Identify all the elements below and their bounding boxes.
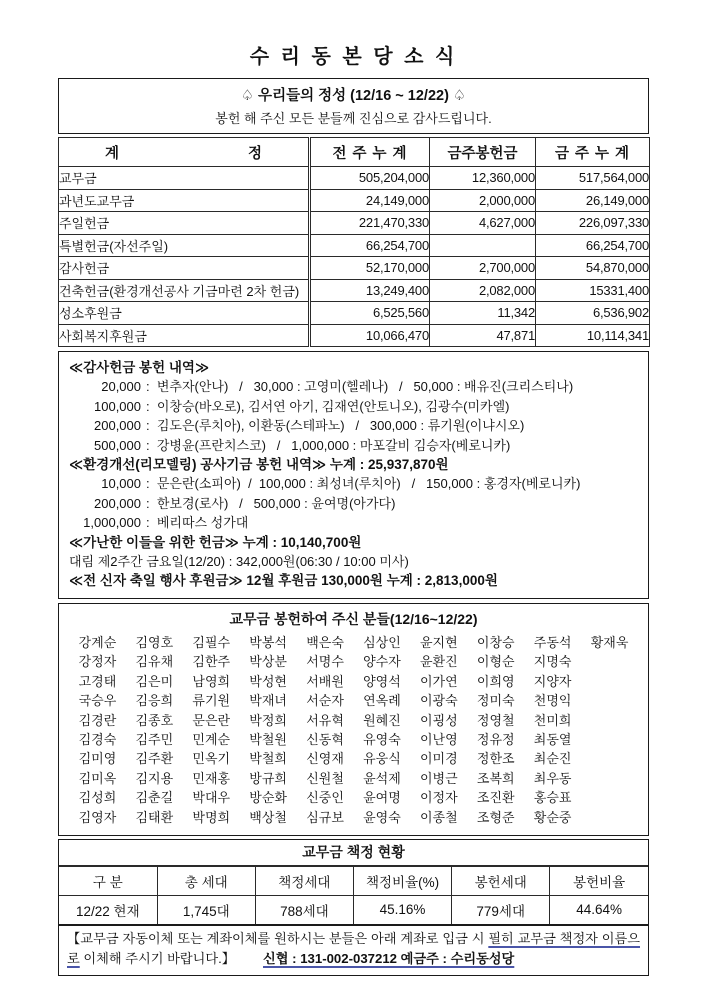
donor-name: 김경숙 (78, 731, 117, 747)
assessment-box (58, 839, 649, 925)
offering-row-label: 사회복지후원금 (59, 324, 310, 347)
donor-name: 홍승표 (533, 790, 572, 806)
assessment-header-cell: 봉헌세대 (452, 866, 550, 895)
gratitude-header-box (58, 78, 649, 134)
offering-row-this-week: 2,082,000 (430, 279, 536, 302)
offering-row-new-total: 10,114,341 (536, 324, 650, 347)
detail-entry-text: : 강병윤(프란치스코) / 1,000,000 : 마포갈비 김승자(베로니카) (146, 437, 511, 453)
donor-name: 이형순 (476, 654, 515, 670)
offering-row-prev-total: 52,170,000 (310, 257, 430, 280)
donor-name: 이미경 (420, 751, 458, 767)
donor-name: 신원철 (306, 770, 344, 786)
donor-name: 김성희 (78, 790, 117, 806)
donor-name: 김주민 (135, 731, 174, 747)
transfer-notice-underlined: 필히 교무금 책정자 이름으로 (67, 930, 640, 967)
donor-name: 민재홍 (192, 770, 231, 786)
offering-row-this-week: 12,360,000 (430, 167, 536, 190)
offering-row-label: 건축헌금(환경개선공사 기금마련 2차 헌금) (59, 279, 310, 302)
donor-name: 박대우 (192, 790, 231, 806)
offering-row-this-week: 11,342 (430, 302, 536, 325)
detail-entry-line (69, 416, 638, 435)
donor-name: 김미영 (78, 751, 117, 767)
assessment-table (59, 866, 648, 924)
detail-entry-line (69, 513, 638, 532)
donor-name: 최우동 (533, 770, 572, 786)
transfer-notice-box (58, 925, 649, 976)
donor-name: 이창승 (476, 634, 515, 650)
donor-name: 고경태 (78, 673, 117, 689)
donor-name: 박상분 (249, 654, 287, 670)
detail-entry-text: : 김도은(루치아), 이환동(스테파노) / 300,000 : 류기원(이냐시오) (146, 418, 525, 434)
offering-row (59, 234, 650, 257)
donor-name: 방규희 (249, 770, 287, 786)
offering-row (59, 167, 650, 190)
donor-name: 윤환진 (420, 654, 458, 670)
offering-row-prev-total: 24,149,000 (310, 189, 430, 212)
offering-header-row (59, 138, 650, 167)
donor-name: 심규보 (306, 809, 344, 825)
detail-entry-amount: 500,000 (94, 437, 141, 453)
donor-name: 백상철 (249, 809, 287, 825)
donor-name: 이난영 (420, 731, 458, 747)
donor-name: 김종호 (135, 712, 174, 728)
donor-name: 김경란 (78, 712, 117, 728)
assessment-value-cell: 1,745대 (157, 895, 255, 924)
donor-name: 양영석 (363, 673, 401, 689)
donor-name: 김유채 (135, 654, 174, 670)
offering-row-label: 주일헌금 (59, 212, 310, 235)
donor-name: 신영재 (306, 751, 344, 767)
offering-row-new-total: 6,536,902 (536, 302, 650, 325)
detail-entry-text: : 문은란(소피아) / 100,000 : 최성녀(루치아) / 150,000 : 홍경자(베로니카) (146, 476, 581, 492)
detail-entry-line (69, 494, 638, 513)
detail-entry-text: : 한보경(로사) / 500,000 : 윤여명(아가다) (146, 495, 396, 511)
assessment-data-row (59, 895, 648, 924)
donor-name: 천명익 (533, 693, 572, 709)
donor-name: 김주환 (135, 751, 174, 767)
offering-row-label: 감사헌금 (59, 257, 310, 280)
donor-name (581, 711, 638, 730)
donor-name: 양수자 (363, 654, 401, 670)
donor-name (581, 730, 638, 749)
donor-name (581, 749, 638, 768)
offering-row-prev-total: 66,254,700 (310, 234, 430, 257)
donor-name: 서명수 (306, 654, 344, 670)
donor-name: 강정자 (78, 654, 117, 670)
offering-row-new-total: 54,870,000 (536, 257, 650, 280)
detail-section-heading: ≪감사헌금 봉헌 내역≫ (69, 360, 210, 375)
donor-name: 서순자 (306, 693, 344, 709)
assessment-header-row (59, 866, 648, 895)
donor-name: 최동열 (533, 731, 572, 747)
donor-name: 김필수 (192, 634, 231, 650)
offering-row-new-total: 226,097,330 (536, 212, 650, 235)
donor-name: 윤지현 (420, 634, 458, 650)
gratitude-title: ♤ 우리들의 정성 (12/16 ~ 12/22) ♤ (241, 88, 466, 104)
offering-row-prev-total: 505,204,000 (310, 167, 430, 190)
donor-name: 박정희 (249, 712, 287, 728)
donor-name (581, 672, 638, 691)
detail-section-heading: ≪전 신자 축일 행사 후원금≫ 12월 후원금 130,000원 누계 : 2,813,000원 (69, 573, 498, 589)
offering-row-new-total: 26,149,000 (536, 189, 650, 212)
offering-row-label: 과년도교무금 (59, 189, 310, 212)
donor-name: 김춘길 (135, 790, 174, 806)
donor-name: 신동혁 (306, 731, 344, 747)
donor-name: 지양자 (533, 673, 572, 689)
offering-row-new-total: 15331,400 (536, 279, 650, 302)
donor-name: 황재욱 (590, 634, 629, 650)
offering-row (59, 257, 650, 280)
detail-entry-amount: 200,000 (94, 495, 141, 511)
detail-section-heading: ≪환경개선(리모델링) 공사기금 봉헌 내역≫ 누계 : 25,937,870원 (69, 457, 449, 473)
detail-entry-amount: 20,000 (101, 379, 141, 395)
donor-names-grid (69, 633, 638, 827)
donor-name: 원혜진 (363, 712, 401, 728)
offering-row-label: 교무금 (59, 167, 310, 190)
donor-name: 박재녀 (249, 693, 287, 709)
detail-entry-text: : 이창승(바오로), 김서연 아기, 김재연(안토니오), 김광수(미카엘) (146, 398, 510, 414)
donor-name: 이굉성 (420, 712, 458, 728)
offering-row-new-total: 66,254,700 (536, 234, 650, 257)
assessment-value-cell: 45.16% (353, 895, 451, 924)
detail-entry-amount: 10,000 (101, 476, 141, 492)
donor-name: 국승우 (78, 693, 117, 709)
donor-name: 정미숙 (476, 693, 515, 709)
donor-name: 서배원 (306, 673, 344, 689)
donor-name (581, 808, 638, 827)
offering-row (59, 189, 650, 212)
donor-name: 황순중 (533, 809, 572, 825)
donor-name: 유영숙 (363, 731, 401, 747)
donor-name: 김한주 (192, 654, 231, 670)
offering-header-gye: 계 (105, 145, 120, 162)
donor-name: 박철원 (249, 731, 287, 747)
assessment-title: 교무금 책정 현황 (59, 840, 648, 866)
donor-name: 민계순 (192, 731, 231, 747)
donor-name: 김은미 (135, 673, 174, 689)
offering-row-prev-total: 10,066,470 (310, 324, 430, 347)
gratitude-subtitle: 봉헌 해 주신 모든 분들께 진심으로 감사드립니다. (215, 111, 492, 126)
donor-name: 심상인 (363, 634, 401, 650)
assessment-header-cell: 구 분 (59, 866, 157, 895)
donor-name: 정영철 (476, 712, 515, 728)
donor-name: 박철희 (249, 751, 287, 767)
donor-name: 서유혁 (306, 712, 344, 728)
offering-header-prev-total: 전 주 누 계 (310, 138, 430, 167)
donor-name: 지명숙 (533, 654, 572, 670)
offering-row-label: 성소후원금 (59, 302, 310, 325)
donor-name: 김태환 (135, 809, 174, 825)
detail-section-heading: ≪가난한 이들을 위한 헌금≫ 누계 : 10,140,700원 (69, 534, 362, 550)
donor-names-box (58, 603, 649, 836)
detail-plain-line: 대림 제2주간 금요일(12/20) : 342,000원(06:30 / 10:00 미사) (69, 554, 409, 570)
donor-name: 이광숙 (420, 693, 458, 709)
offering-row-this-week: 4,627,000 (430, 212, 536, 235)
offering-row-new-total: 517,564,000 (536, 167, 650, 190)
offering-row (59, 212, 650, 235)
detail-entry-line (69, 474, 638, 493)
offering-row-this-week (430, 234, 536, 257)
offering-row-this-week: 2,000,000 (430, 189, 536, 212)
assessment-value-cell: 779세대 (452, 895, 550, 924)
detail-entry-line (69, 377, 638, 396)
offering-row (59, 302, 650, 325)
assessment-header-cell: 총 세대 (157, 866, 255, 895)
offering-row-prev-total: 13,249,400 (310, 279, 430, 302)
donor-name: 박성현 (249, 673, 287, 689)
donor-name: 김미옥 (78, 770, 117, 786)
donor-name: 김지용 (135, 770, 174, 786)
offering-row-prev-total: 6,525,560 (310, 302, 430, 325)
donor-name (581, 652, 638, 671)
offering-header-new-total: 금 주 누 계 (536, 138, 650, 167)
donor-name: 문은란 (192, 712, 231, 728)
detail-entry-line (69, 397, 638, 416)
donor-name: 강계순 (78, 634, 117, 650)
donor-name: 김영호 (135, 634, 174, 650)
donor-name: 최순진 (533, 751, 572, 767)
donor-name (581, 788, 638, 807)
donor-name: 남영희 (192, 673, 231, 689)
assessment-header-cell: 책정세대 (255, 866, 353, 895)
detail-entry-amount: 100,000 (94, 398, 141, 414)
offering-header-account (59, 138, 310, 167)
transfer-notice-text: 【교무금 자동이체 또는 계좌이체를 원하시는 분들은 아래 계좌로 입금 시 (67, 930, 489, 946)
offering-header-jeong: 정 (247, 145, 262, 162)
donor-names-title: 교무금 봉헌하여 주신 분들(12/16~12/22) (229, 610, 478, 627)
assessment-value-cell: 788세대 (255, 895, 353, 924)
donor-name: 이병근 (420, 770, 458, 786)
donor-name: 정한조 (476, 751, 515, 767)
donor-name: 윤석제 (363, 770, 401, 786)
offering-row-this-week: 47,871 (430, 324, 536, 347)
donor-name: 박명희 (192, 809, 231, 825)
page-title: 수 리 동 본 당 소 식 (249, 46, 458, 68)
donor-name: 주동석 (533, 634, 572, 650)
donor-name: 조복희 (476, 770, 515, 786)
assessment-header-cell: 책정비율(%) (353, 866, 451, 895)
donor-name: 이희영 (476, 673, 515, 689)
donor-name: 윤영숙 (363, 809, 401, 825)
detail-entry-text: : 변추자(안나) / 30,000 : 고영미(헬레나) / 50,000 : 배유진(크리스티나) (146, 379, 574, 395)
detail-entry-line (69, 436, 638, 455)
donor-name: 김응희 (135, 693, 174, 709)
donor-name: 정유정 (476, 731, 515, 747)
detail-entry-amount: 200,000 (94, 418, 141, 434)
donor-name: 천미희 (533, 712, 572, 728)
transfer-notice-text-2: 이체해 주시기 바랍니다.】 (83, 951, 235, 967)
offering-row-this-week: 2,700,000 (430, 257, 536, 280)
donor-name: 조진환 (476, 790, 515, 806)
offering-header-this-week: 금주봉헌금 (430, 138, 536, 167)
offering-summary-table (58, 137, 650, 347)
assessment-value-cell: 44.64% (550, 895, 648, 924)
donor-name: 류기원 (192, 693, 231, 709)
donor-name: 윤여명 (363, 790, 401, 806)
donor-name: 박봉석 (249, 634, 287, 650)
offering-details-box (58, 351, 649, 599)
donor-name: 이가연 (420, 673, 458, 689)
donor-name (581, 691, 638, 710)
donor-name: 신중인 (306, 790, 344, 806)
donor-name: 이종철 (420, 809, 458, 825)
offering-row (59, 324, 650, 347)
offering-row (59, 279, 650, 302)
donor-name: 조형준 (476, 809, 515, 825)
donor-name: 김영자 (78, 809, 117, 825)
donor-name: 방순화 (249, 790, 287, 806)
offering-row-label: 특별헌금(자선주일) (59, 234, 310, 257)
assessment-header-cell: 봉헌비율 (550, 866, 648, 895)
donor-name: 유웅식 (363, 751, 401, 767)
donor-name: 민옥기 (192, 751, 231, 767)
bank-account-info: 신협 : 131-002-037212 예금주 : 수리동성당 (263, 951, 515, 967)
detail-entry-amount: 1,000,000 (83, 515, 141, 531)
detail-entry-text: : 베리따스 성가대 (146, 515, 249, 531)
donor-name: 이정자 (420, 790, 458, 806)
assessment-value-cell: 12/22 현재 (59, 895, 157, 924)
donor-name: 연옥례 (363, 693, 401, 709)
donor-name: 백은숙 (306, 634, 344, 650)
offering-row-prev-total: 221,470,330 (310, 212, 430, 235)
donor-name (581, 769, 638, 788)
